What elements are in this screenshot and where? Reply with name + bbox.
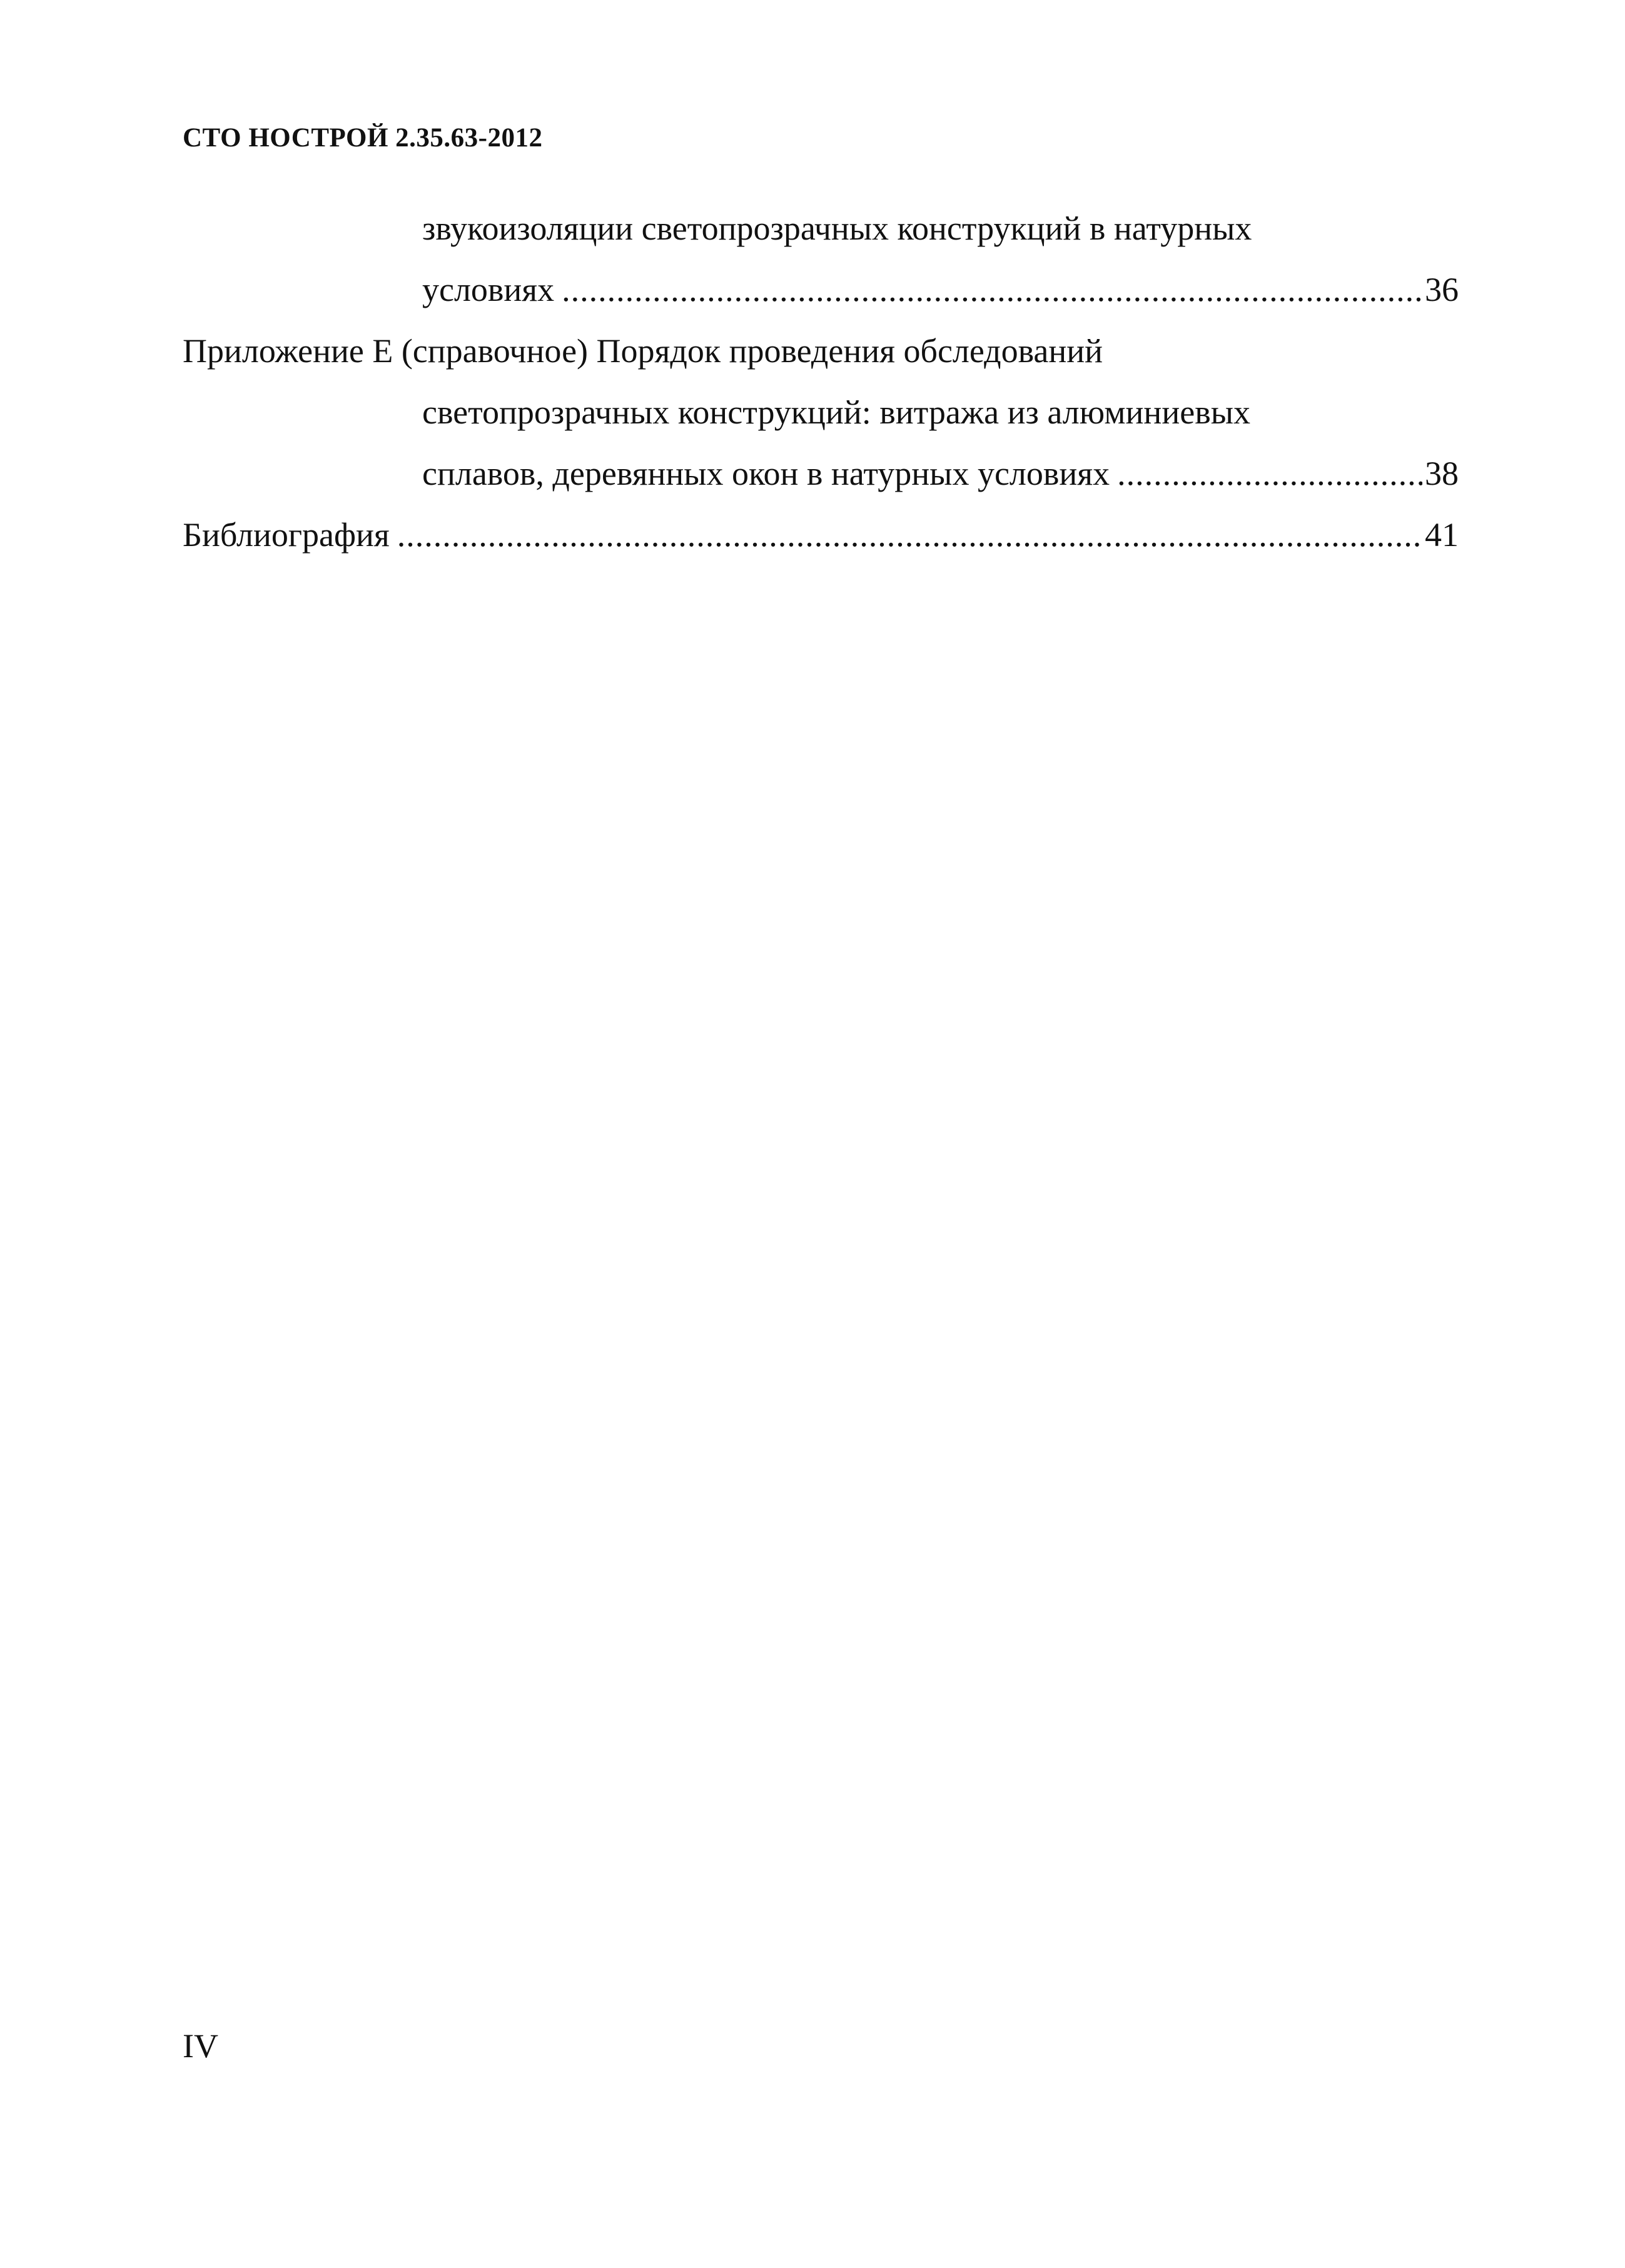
toc-entry-last-line[interactable] [422,452,1459,495]
toc-entry-text-line: сплавов, деревянных окон в натурных условиях [422,455,1110,492]
toc-entry-title: Приложение Е (справочное) Порядок проведения обследований [183,332,1103,370]
toc-entry-text-line: условиях [422,271,555,308]
dot-leader [1117,452,1422,495]
toc-entry-text-line: светопрозрачных конструкций: витража из алюминиевых [422,393,1250,431]
toc-entry-title: Библиография [183,516,390,554]
toc-page-number: 41 [1425,516,1459,554]
dot-leader [562,268,1422,311]
toc-page-number: 38 [1425,455,1459,492]
page-number-footer: IV [183,2027,218,2065]
toc-entry-last-line[interactable] [422,268,1459,311]
toc-entry-bibliography[interactable] [183,513,1459,557]
document-code-header: СТО НОСТРОЙ 2.35.63-2012 [183,123,543,153]
toc-entry-text-line: звукоизоляции светопрозрачных конструкций в натурных [422,210,1252,247]
dot-leader [397,513,1422,557]
toc-page-number: 36 [1425,271,1459,308]
